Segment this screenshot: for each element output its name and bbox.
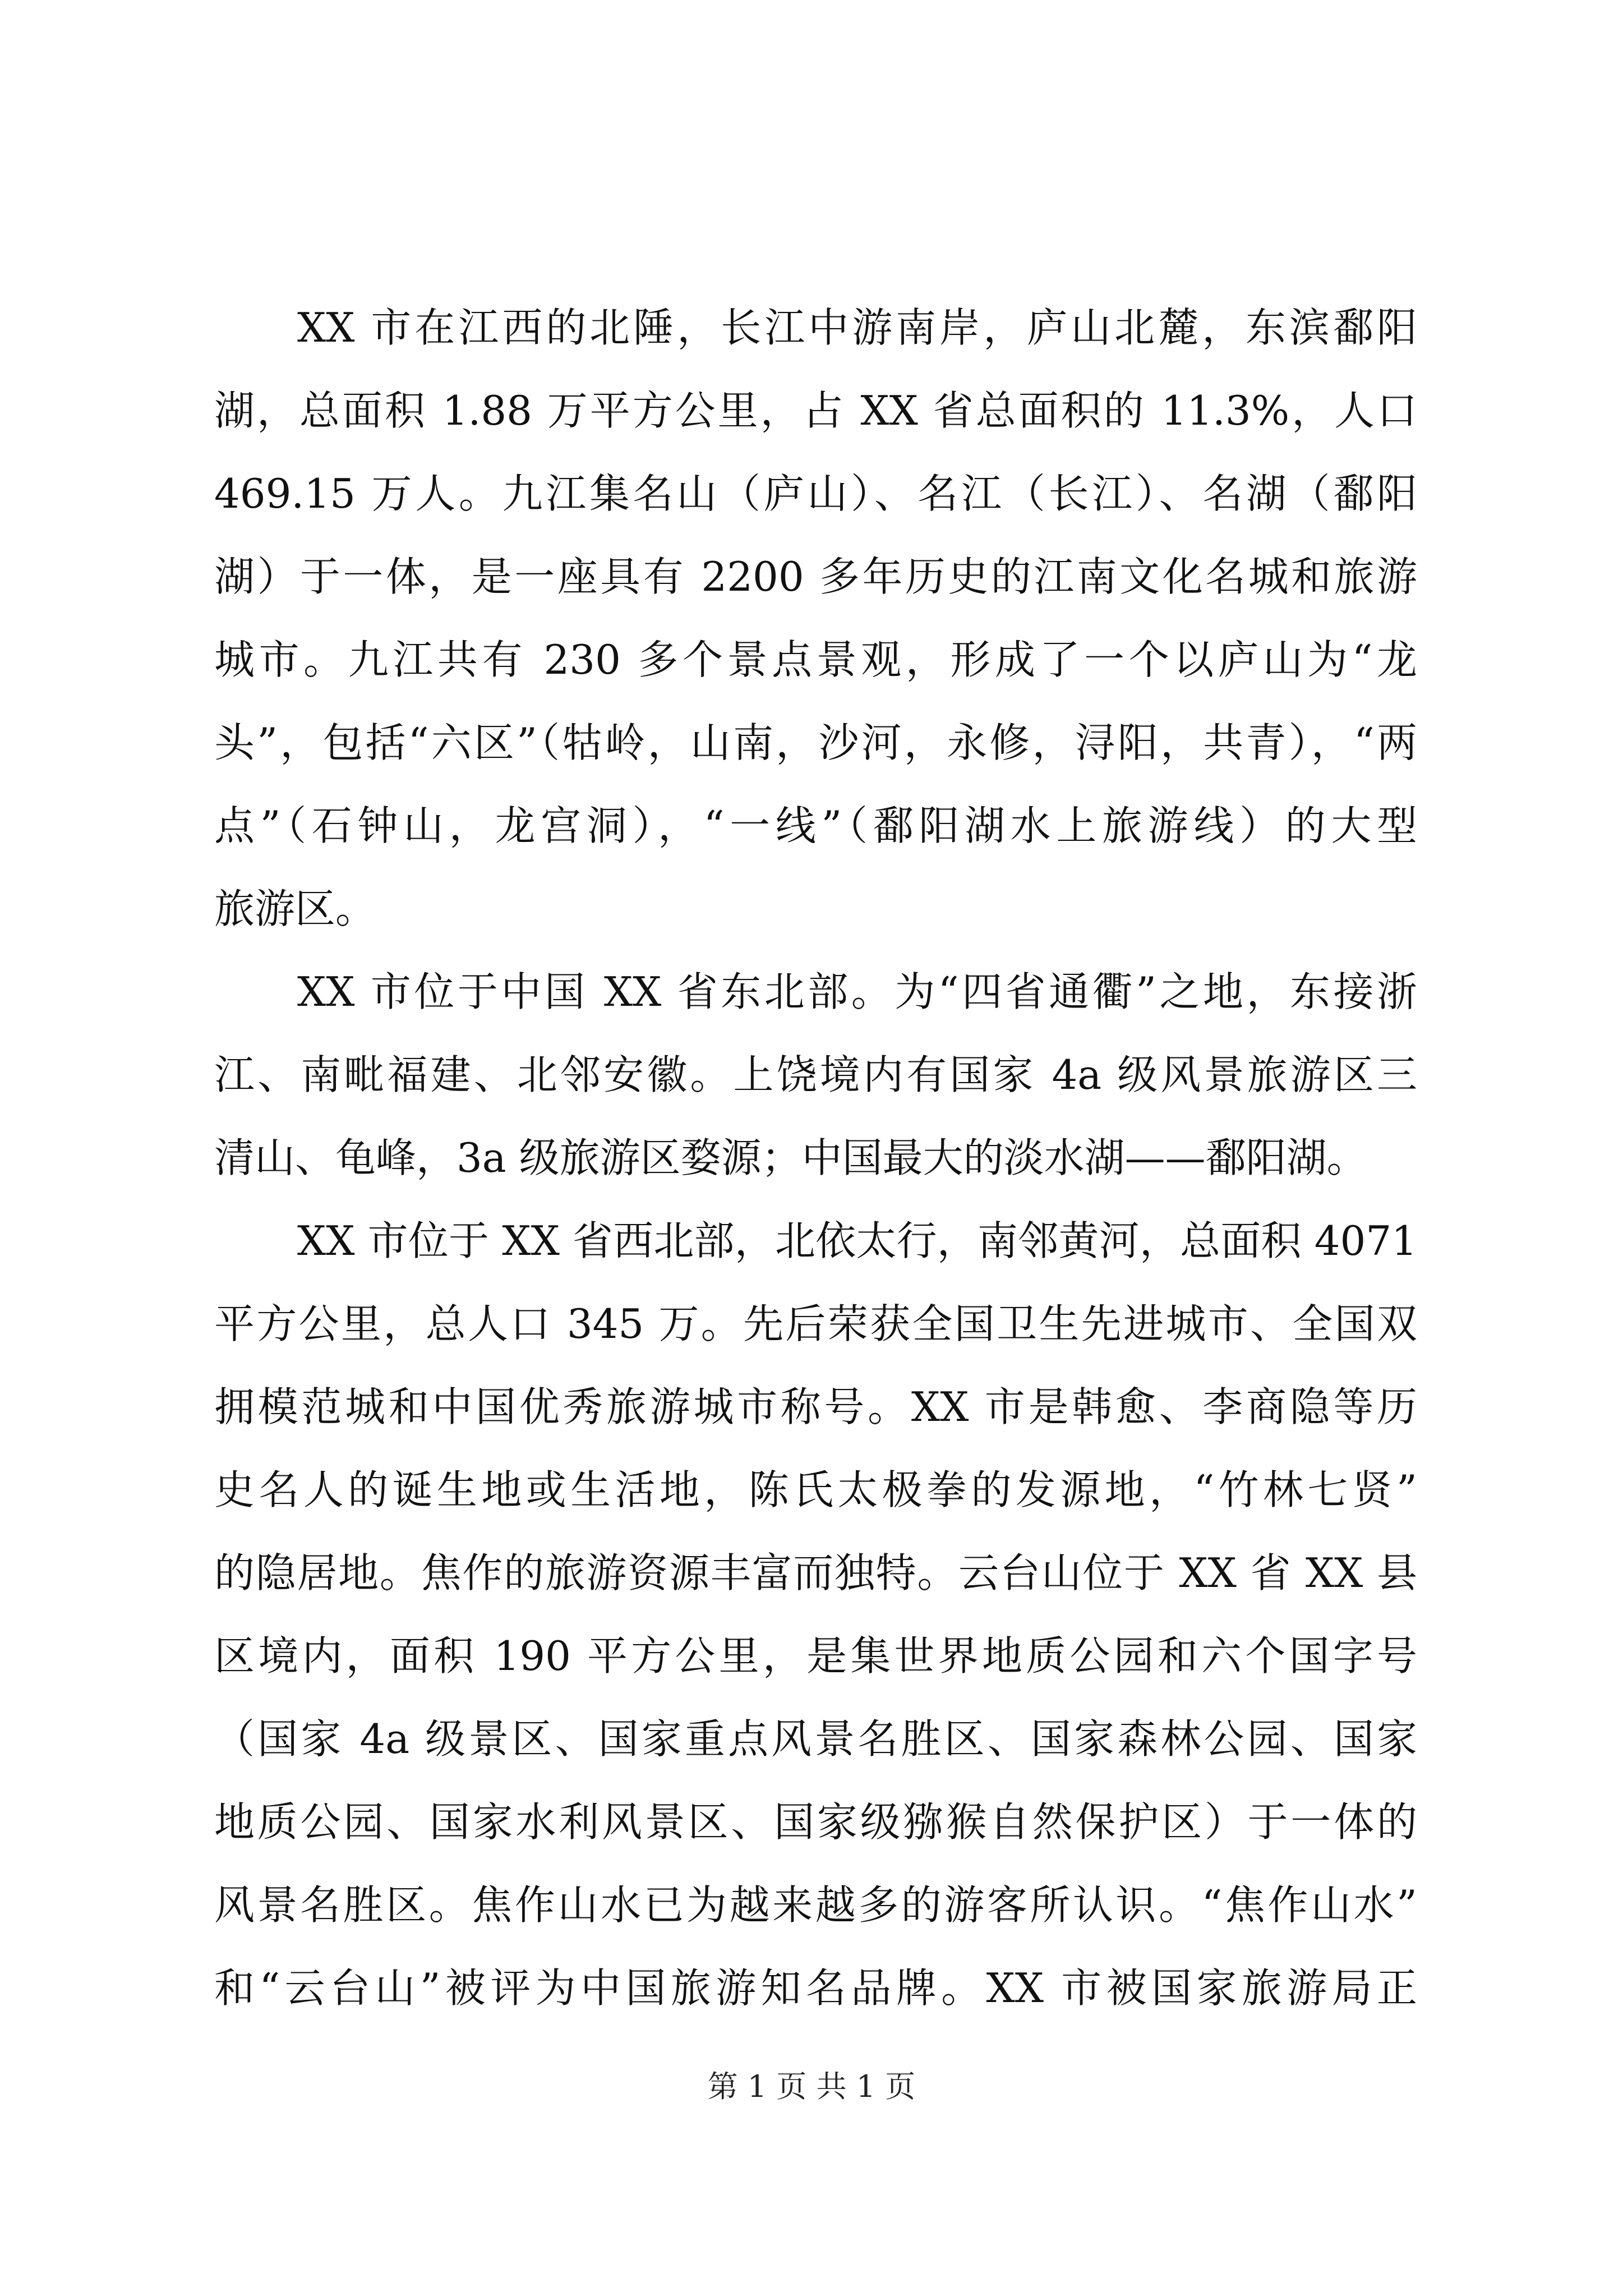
text-line: 区境内，面积 190 平方公里，是集世界地质公园和六个国字号 [214,1632,1417,1680]
text-line: 头”，包括“六区”（牯岭，山南，沙河，永修，浔阳，共青），“两 [214,719,1417,766]
text-line: 平方公里，总人口 345 万。先后荣获全国卫生先进城市、全国双 [214,1300,1417,1347]
text-line: 风景名胜区。焦作山水已为越来越多的游客所认识。“焦作山水” [214,1881,1417,1929]
text-line: 点”（石钟山，龙宫洞），“一线”（鄱阳湖水上旅游线）的大型 [214,802,1417,849]
text-line: （国家 4a 级景区、国家重点风景名胜区、国家森林公园、国家 [214,1715,1417,1763]
text-line: 的隐居地。焦作的旅游资源丰富而独特。云台山位于 XX 省 XX 县 [214,1549,1417,1596]
text-line: 湖，总面积 1.88 万平方公里，占 XX 省总面积的 11.3%，人口 [214,387,1417,434]
text-line: 地质公园、国家水利风景区、国家级猕猴自然保护区）于一体的 [214,1798,1417,1846]
text-line: XX 市位于中国 XX 省东北部。为“四省通衢”之地，东接浙 [297,968,1417,1015]
text-line: 湖）于一体，是一座具有 2200 多年历史的江南文化名城和旅游 [214,553,1417,600]
text-line: 城市。九江共有 230 多个景点景观，形成了一个以庐山为“龙 [214,636,1417,683]
text-line: 史名人的诞生地或生活地，陈氏太极拳的发源地，“竹林七贤” [214,1466,1417,1513]
text-line: 旅游区。 [214,885,376,932]
text-line: 469.15 万人。九江集名山（庐山）、名江（长江）、名湖（鄱阳 [214,470,1417,517]
page-number-footer: 第 1 页 共 1 页 [707,2069,916,2104]
text-line: 清山、龟峰，3a 级旅游区婺源；中国最大的淡水湖——鄱阳湖。 [214,1134,1367,1181]
text-line: XX 市位于 XX 省西北部，北依太行，南邻黄河，总面积 4071 [297,1217,1417,1264]
text-line: 江、南毗福建、北邻安徽。上饶境内有国家 4a 级风景旅游区三 [214,1051,1417,1098]
text-line: 和“云台山”被评为中国旅游知名品牌。XX 市被国家旅游局正 [214,1964,1417,2012]
document-body [214,286,1417,2030]
text-line: XX 市在江西的北陲，长江中游南岸，庐山北麓，东滨鄱阳 [297,304,1417,351]
text-line: 拥模范城和中国优秀旅游城市称号。XX 市是韩愈、李商隐等历 [214,1383,1417,1430]
